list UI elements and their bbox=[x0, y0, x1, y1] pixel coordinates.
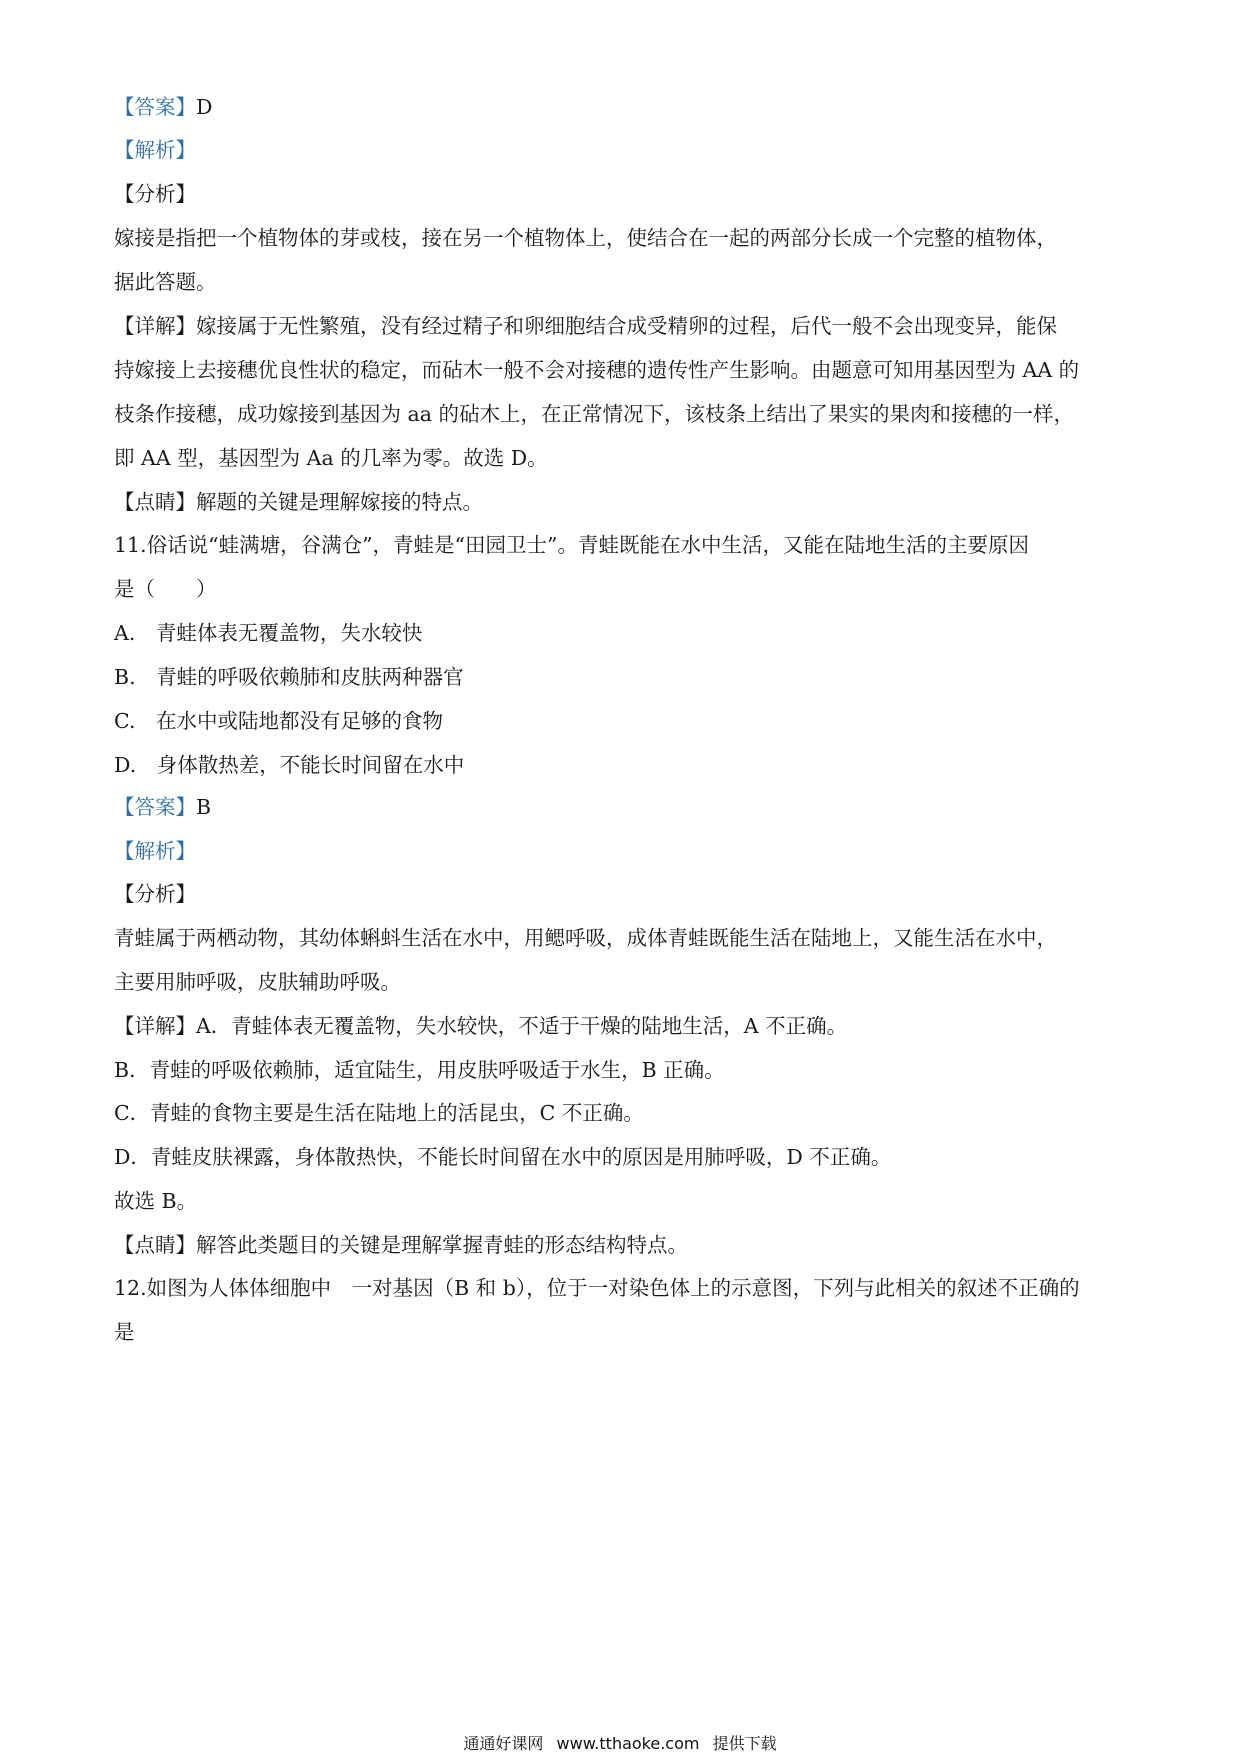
q12-stem-line: 是 bbox=[114, 1320, 135, 1344]
q11-detail-line: D．青蛙皮肤裸露，身体散热快，不能长时间留在水中的原因是用肺呼吸，D 不正确。 bbox=[114, 1145, 892, 1169]
footer-site-name: 通通好课网 bbox=[463, 1734, 544, 1753]
q10-fenxi-line: 据此答题。 bbox=[114, 270, 217, 294]
q11-fenxi-line: 主要用肺呼吸，皮肤辅助呼吸。 bbox=[114, 970, 401, 994]
q10-fenxi-line: 嫁接是指把一个植物体的芽或枝，接在另一个植物体上，使结合在一起的两部分长成一个完整的植物体， bbox=[114, 226, 1057, 250]
q10-detail-line: 即 AA 型，基因型为 Aa 的几率为零。故选 D。 bbox=[114, 446, 548, 470]
q11-detail-line: 故选 B。 bbox=[114, 1189, 198, 1213]
q11-option-d: D. 身体散热差，不能长时间留在水中 bbox=[114, 753, 465, 777]
q11-fenxi-heading: 【分析】 bbox=[114, 882, 196, 906]
q11-fenxi-line: 青蛙属于两栖动物，其幼体蝌蚪生活在水中，用鳃呼吸，成体青蛙既能生活在陆地上，又能生活在水中， bbox=[114, 926, 1057, 950]
q11-stem-line: 是（ ） bbox=[114, 577, 217, 601]
page-footer bbox=[0, 1731, 1240, 1754]
q11-detail-line: 【详解】A．青蛙体表无覆盖物，失水较快，不适于干燥的陆地生活，A 不正确。 bbox=[114, 1014, 848, 1038]
q10-detail-line: 【详解】嫁接属于无性繁殖，没有经过精子和卵细胞结合成受精卵的过程，后代一般不会出现变异，能保 bbox=[114, 314, 1057, 338]
q11-option-a: A. 青蛙体表无覆盖物，失水较快 bbox=[114, 621, 423, 645]
q11-stem-line: 11.俗话说“蛙满塘，谷满仓”，青蛙是“田园卫士”。青蛙既能在水中生活，又能在陆地生活的主要原因 bbox=[114, 533, 1030, 557]
answer-value: D bbox=[196, 95, 213, 119]
q11-dianjing: 【点睛】解答此类题目的关键是理解掌握青蛙的形态结构特点。 bbox=[114, 1233, 688, 1257]
q11-detail-line: B．青蛙的呼吸依赖肺，适宜陆生，用皮肤呼吸适于水生，B 正确。 bbox=[114, 1058, 725, 1082]
q10-answer bbox=[114, 92, 212, 122]
q11-option-b: B. 青蛙的呼吸依赖肺和皮肤两种器官 bbox=[114, 665, 464, 689]
footer-url[interactable]: www.tthaoke.com bbox=[556, 1734, 700, 1753]
q10-jiexi-heading: 【解析】 bbox=[114, 138, 196, 162]
q11-jiexi-heading: 【解析】 bbox=[114, 839, 196, 863]
q10-fenxi-heading: 【分析】 bbox=[114, 182, 196, 206]
q11-option-c: C. 在水中或陆地都没有足够的食物 bbox=[114, 709, 443, 733]
answer-tag: 【答案】 bbox=[114, 95, 196, 119]
answer-value: B bbox=[196, 795, 212, 819]
q11-detail-line: C．青蛙的食物主要是生活在陆地上的活昆虫，C 不正确。 bbox=[114, 1101, 644, 1125]
q12-stem-line: 12.如图为人体体细胞中 一对基因（B 和 b），位于一对染色体上的示意图，下列与此相关的叙述不正确的 bbox=[114, 1276, 1080, 1300]
answer-tag: 【答案】 bbox=[114, 795, 196, 819]
q10-dianjing: 【点睛】解题的关键是理解嫁接的特点。 bbox=[114, 490, 483, 514]
q10-detail-line: 持嫁接上去接穗优良性状的稳定，而砧木一般不会对接穗的遗传性产生影响。由题意可知用基因型为 AA 的 bbox=[114, 358, 1080, 382]
footer-note: 提供下载 bbox=[712, 1734, 777, 1753]
q11-answer bbox=[114, 792, 211, 822]
q10-detail-line: 枝条作接穗，成功嫁接到基因为 aa 的砧木上，在正常情况下，该枝条上结出了果实的果肉和接穗的一样， bbox=[114, 402, 1074, 426]
